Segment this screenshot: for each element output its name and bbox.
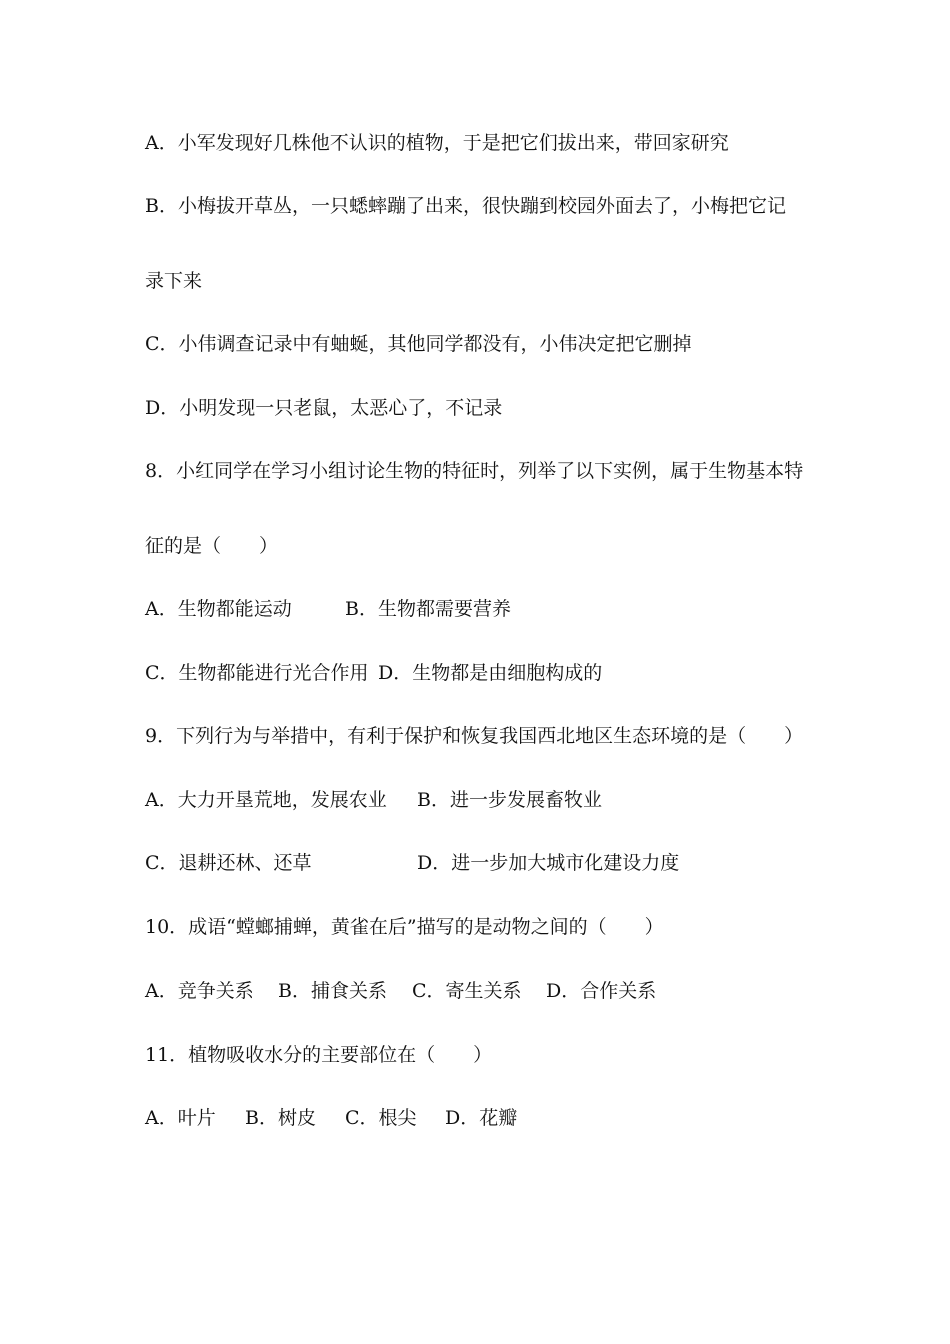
q11-option-c: C．根尖 bbox=[345, 1107, 417, 1129]
q9-option-d: D．进一步加大城市化建设力度 bbox=[417, 852, 680, 874]
q9-option-a: A．大力开垦荒地，发展农业 bbox=[145, 789, 387, 811]
q11-option-b: B．树皮 bbox=[245, 1107, 316, 1129]
q7-option-d: D．小明发现一只老鼠，太恶心了，不记录 bbox=[145, 397, 503, 419]
q10-stem: 10．成语“螳螂捕蝉，黄雀在后”描写的是动物之间的（ ） bbox=[145, 916, 664, 938]
q10-option-d: D．合作关系 bbox=[546, 980, 657, 1002]
q7-option-c: C．小伟调查记录中有蚰蜒，其他同学都没有，小伟决定把它删掉 bbox=[145, 333, 692, 355]
q7-option-a: A．小军发现好几株他不认识的植物，于是把它们拔出来，带回家研究 bbox=[145, 132, 729, 154]
q7-option-b-line1: B．小梅拔开草丛，一只蟋蟀蹦了出来，很快蹦到校园外面去了，小梅把它记 bbox=[145, 195, 786, 217]
q11-option-d: D．花瓣 bbox=[445, 1107, 518, 1129]
q7-option-b-line2: 录下来 bbox=[145, 270, 203, 292]
q8-stem-line1: 8．小红同学在学习小组讨论生物的特征时，列举了以下实例，属于生物基本特 bbox=[145, 460, 804, 482]
q10-option-c: C．寄生关系 bbox=[412, 980, 522, 1002]
q10-option-b: B．捕食关系 bbox=[278, 980, 387, 1002]
q9-stem: 9．下列行为与举措中，有利于保护和恢复我国西北地区生态环境的是（ ） bbox=[145, 725, 804, 747]
q8-option-b: B．生物都需要营养 bbox=[345, 598, 511, 620]
q8-option-a: A．生物都能运动 bbox=[145, 598, 292, 620]
q8-option-d: D．生物都是由细胞构成的 bbox=[378, 662, 603, 684]
q11-option-a: A．叶片 bbox=[145, 1107, 216, 1129]
q9-option-c: C．退耕还林、还草 bbox=[145, 852, 312, 874]
q9-option-b: B．进一步发展畜牧业 bbox=[417, 789, 602, 811]
q11-stem: 11．植物吸收水分的主要部位在（ ） bbox=[145, 1044, 493, 1066]
q10-option-a: A．竞争关系 bbox=[145, 980, 254, 1002]
q8-stem-line2: 征的是（ ） bbox=[145, 535, 279, 557]
q8-option-c: C．生物都能进行光合作用 bbox=[145, 662, 369, 684]
